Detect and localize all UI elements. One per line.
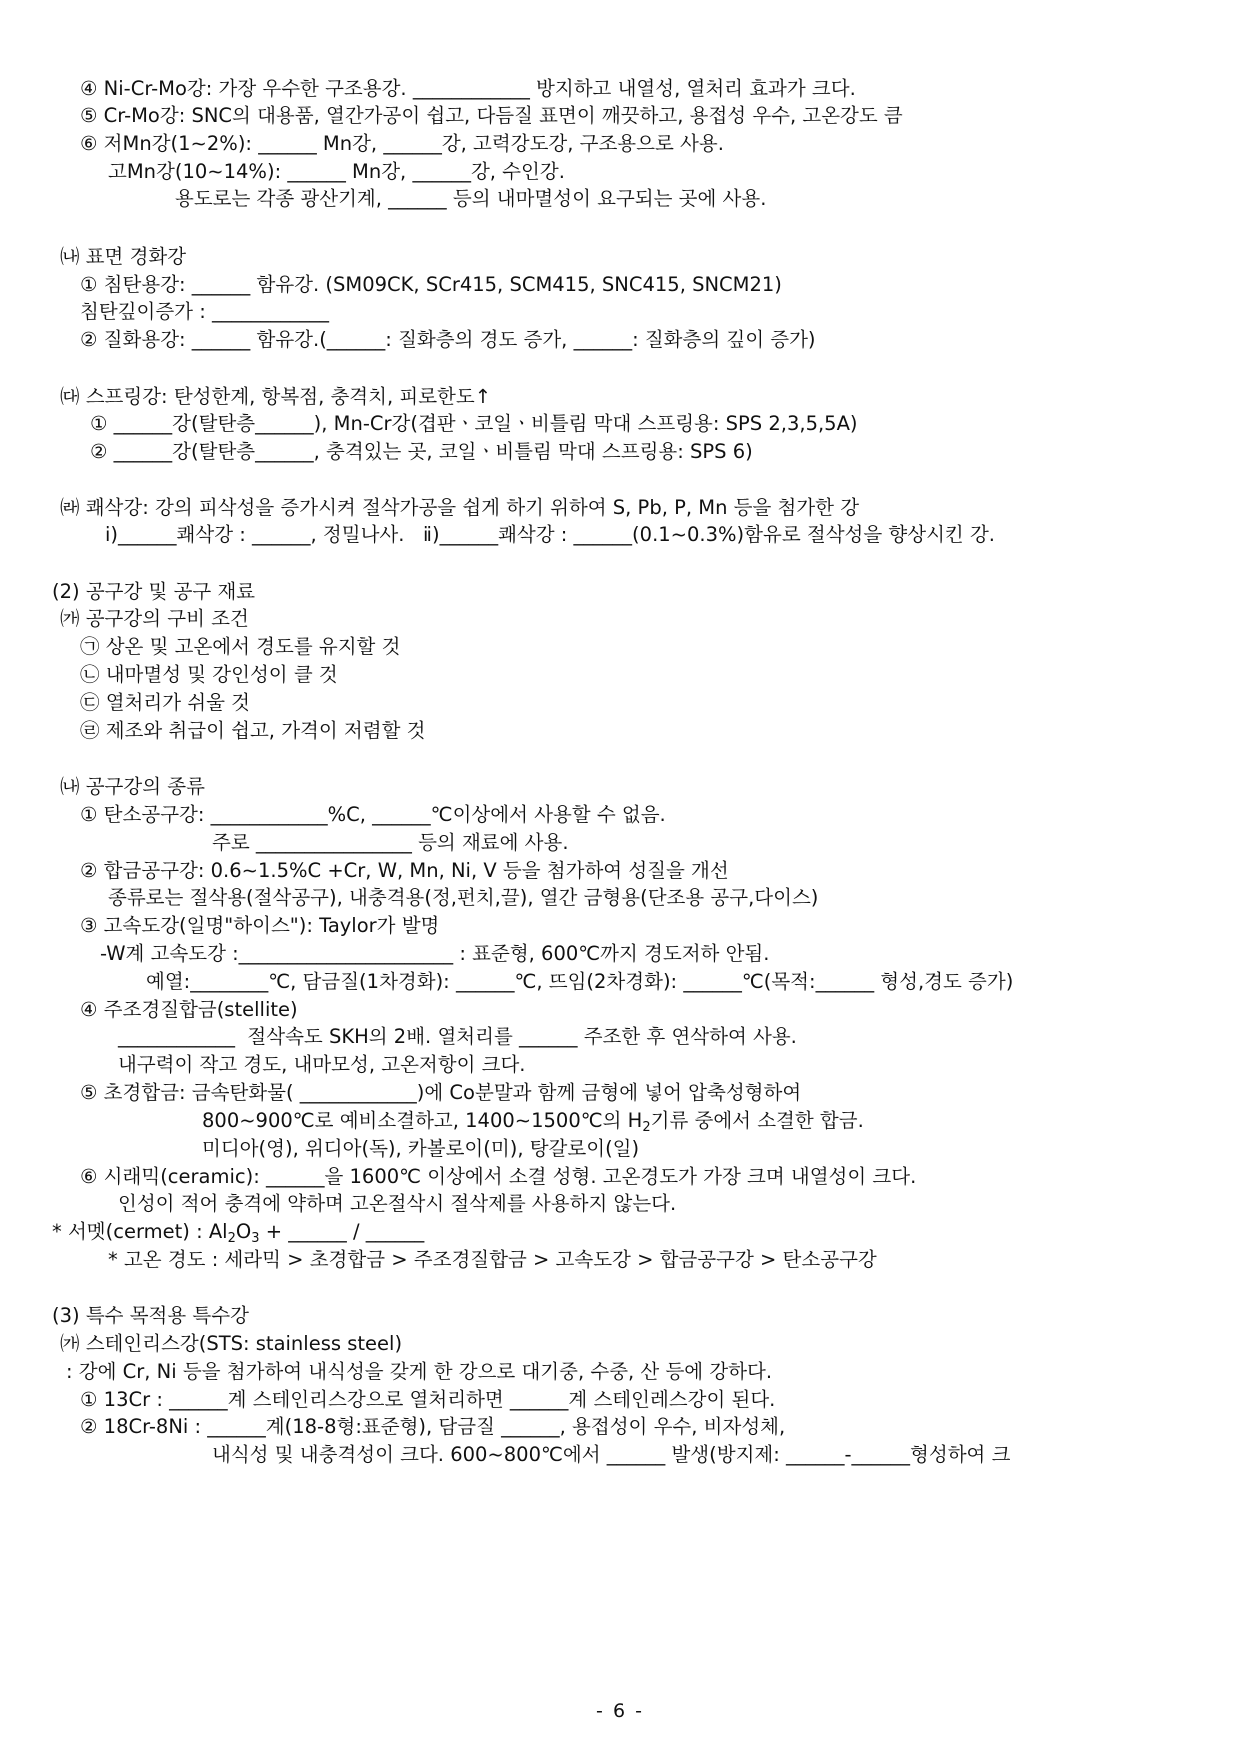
text-line: * 고온 경도 : 세라믹 > 초경합금 > 주조경질합금 > 고속도강 > 합금공구강 > 탄소공구강 <box>108 1248 877 1271</box>
text-line: ③ 고속도강(일명"하이스"): Taylor가 발명 <box>80 914 440 937</box>
text-line: ① ______강(탈탄층______), Mn-Cr강(겹판ㆍ코일ㆍ비틀림 막대 스프링용: SPS 2,3,5,5A) <box>90 412 858 435</box>
text-line: 주로 ________________ 등의 재료에 사용. <box>212 831 569 854</box>
text-line: ② 18Cr-8Ni : ______계(18-8형:표준형), 담금질 ______, 용접성이 우수, 비자성체, <box>80 1415 786 1438</box>
section-heading: (3) 특수 목적용 특수강 <box>52 1304 249 1327</box>
text-line: ⅰ)______쾌삭강 : ______, 정밀나사. ⅱ)______쾌삭강 : ______(0.1~0.3%)함유로 절삭성을 향상시킨 강. <box>105 523 995 546</box>
text-line <box>202 1108 864 1134</box>
text-line: 내식성 및 내충격성이 크다. 600~800℃에서 ______ 발생(방지제: ______-______형성하여 크 <box>212 1443 1011 1466</box>
section-heading: (2) 공구강 및 공구 재료 <box>52 580 256 603</box>
section-heading: ㈐ 스프링강: 탄성한계, 항복점, 충격치, 피로한도↑ <box>60 385 492 408</box>
text-line: 예열:________℃, 담금질(1차경화): ______℃, 뜨임(2차경화): ______℃(목적:______ 형성,경도 증가) <box>146 970 1014 993</box>
text-line: 고Mn강(10∼14%): ______ Mn강, ______강, 수인강. <box>108 160 565 183</box>
text-line: ① 13Cr : ______계 스테인리스강으로 열처리하면 ______계 스테인레스강이 된다. <box>80 1388 776 1411</box>
text-segment: 기류 중에서 소결한 합금. <box>650 1109 864 1132</box>
text-line: ㉣ 제조와 취급이 쉽고, 가격이 저렴할 것 <box>80 719 426 742</box>
text-line: 인성이 적어 충격에 약하며 고온절삭시 절삭제를 사용하지 않는다. <box>118 1192 677 1215</box>
text-segment: * 서멧(cermet) : Al <box>52 1220 228 1243</box>
text-line: 내구력이 작고 경도, 내마모성, 고온저항이 크다. <box>118 1053 526 1076</box>
text-line <box>52 1219 424 1245</box>
subscript: 2 <box>227 1231 236 1246</box>
text-line: ⑤ Cr-Mo강: SNC의 대용품, 열간가공이 쉽고, 다듬질 표면이 깨끗하고, 용접성 우수, 고온강도 큼 <box>80 104 903 127</box>
text-line: ㉡ 내마멸성 및 강인성이 클 것 <box>80 663 338 686</box>
subsection-heading: ㈏ 공구강의 종류 <box>60 775 205 798</box>
text-line: 침탄깊이증가 : ____________ <box>80 300 329 323</box>
text-line: 종류로는 절삭용(절삭공구), 내충격용(정,펀치,끌), 열간 금형용(단조용 공구,다이스) <box>108 886 819 909</box>
subscript: 3 <box>251 1231 260 1246</box>
text-line: ⑥ 시래믹(ceramic): ______을 1600℃ 이상에서 소결 성형. 고온경도가 가장 크며 내열성이 크다. <box>80 1165 917 1188</box>
text-line: : 강에 Cr, Ni 등을 첨가하여 내식성을 갖게 한 강으로 대기중, 수중, 산 등에 강하다. <box>66 1360 773 1383</box>
text-line: ② 합금공구강: 0.6∼1.5%C +Cr, W, Mn, Ni, V 등을 첨가하여 성질을 개선 <box>80 859 729 882</box>
text-segment: O <box>235 1220 252 1243</box>
text-line: ② ______강(탈탄층______, 충격있는 곳, 코일ㆍ비틀림 막대 스프링용: SPS 6) <box>90 440 753 463</box>
text-line: ㉠ 상온 및 고온에서 경도를 유지할 것 <box>80 635 401 658</box>
text-line: ㉢ 열처리가 쉬울 것 <box>80 691 250 714</box>
text-line: ④ 주조경질합금(stellite) <box>80 998 298 1021</box>
text-line: ④ Ni-Cr-Mo강: 가장 우수한 구조용강. ____________ 방지하고 내열성, 열처리 효과가 크다. <box>80 77 856 100</box>
text-line: -W계 고속도강 :______________________ : 표준형, 600℃까지 경도저하 안됨. <box>100 942 770 965</box>
section-heading: ㈏ 표면 경화강 <box>60 245 187 268</box>
text-line: ⑤ 초경합금: 금속탄화물( ____________)에 Co분말과 함께 금형에 넣어 압축성형하여 <box>80 1081 802 1104</box>
subsection-heading: ㈎ 스테인리스강(STS: stainless steel) <box>60 1332 403 1355</box>
text-line: ____________ 절삭속도 SKH의 2배. 열처리를 ______ 주조한 후 연삭하여 사용. <box>118 1025 797 1048</box>
text-line: ① 침탄용강: ______ 함유강. (SM09CK, SCr415, SCM415, SNC415, SNCM21) <box>80 273 782 296</box>
text-line: 용도로는 각종 광산기계, ______ 등의 내마멸성이 요구되는 곳에 사용. <box>175 187 767 210</box>
text-segment: + ______ / ______ <box>259 1220 425 1243</box>
section-heading: ㈑ 쾌삭강: 강의 피삭성을 증가시켜 절삭가공을 쉽게 하기 위하여 S, Pb, P, Mn 등을 첨가한 강 <box>60 496 860 519</box>
text-segment: 800~900℃로 예비소결하고, 1400∼1500℃의 H <box>202 1109 643 1132</box>
text-line: ② 질화용강: ______ 함유강.(______: 질화층의 경도 증가, ______: 질화층의 깊이 증가) <box>80 328 816 351</box>
subsection-heading: ㈎ 공구강의 구비 조건 <box>60 607 249 630</box>
text-line: ⑥ 저Mn강(1∼2%): ______ Mn강, ______강, 고력강도강, 구조용으로 사용. <box>80 132 724 155</box>
text-line: ① 탄소공구강: ____________%C, ______℃이상에서 사용할 수 없음. <box>80 803 666 826</box>
page-number: - 6 - <box>596 1700 644 1722</box>
text-line: 미디아(영), 위디아(독), 카볼로이(미), 탕갈로이(일) <box>202 1137 640 1160</box>
subscript: 2 <box>642 1120 651 1135</box>
